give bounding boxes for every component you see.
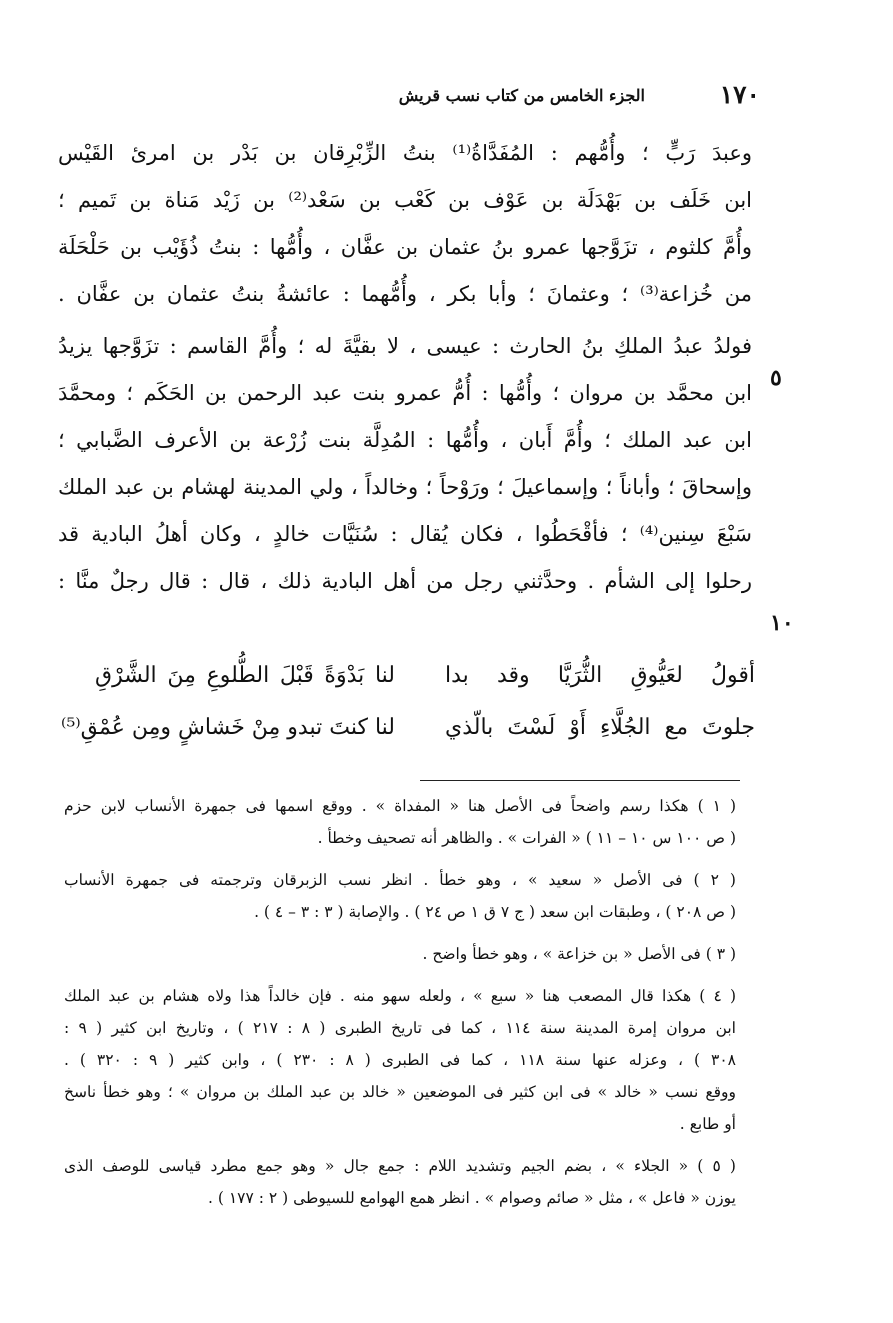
footnotes [64,790,736,1214]
footnote-line: ( ص ٢٠٨ ) ، وطبقات ابن سعد ( ج ٧ ق ١ ص ٢٤ ) . والإصابة ( ٣ : ٣ – ٤ ) . [254,903,736,921]
text-line: فولدُ عبدُ الملكِ بنُ الحارث : عيسى ، لا بقيَّةَ له ؛ وأُمَّ القاسم : تزَوَّجها يزيدُ [58,334,752,358]
poem [61,650,755,754]
footnote-line: أو طابع . [679,1115,736,1133]
verse-first-hemistich: أقولُ لعَيُّوقِ الثُّرَيَّا وقد بدا [445,663,755,688]
text-line: من خُزاعة⁽³⁾ ؛ وعثمانَ ؛ وأبا بكر ، وأُمُّهما : عائشةُ بنتُ عثمان بن عفَّان . [58,282,752,306]
text-line: وإسحاقَ ؛ وأباناً ؛ وإسماعيلَ ؛ ورَوْحاً ؛ وخالداً ، ولي المدينة لهشام بن عبد الملك [58,475,752,499]
footnote-line: ( ١ ) هكذا رسم واضحاً فى الأصل هنا « المفداة » . ووقع اسمها فى جمهرة الأنساب لابن حزم [64,797,736,815]
page-header [270,80,760,110]
footnote-separator [420,780,740,781]
text-line: وعبدَ رَبٍّ ؛ وأُمُّهم : المُفَدَّاةُ⁽¹⁾ بنتُ الزِّبْرِقان بن بَدْر بن امرئ القَيْس [58,141,752,165]
poem-verse [95,650,755,702]
footnote-line: ( ٢ ) فى الأصل « سعيد » ، وهو خطأ . انظر نسب الزبرقان وترجمته فى جمهرة الأنساب [64,871,736,889]
verse-first-hemistich: جلوتَ مع الجُلَّاءِ أَوْ لَسْتَ بالّذي [445,715,755,740]
text-line: ابن خَلَف بن بَهْدَلَة بن عَوْف بن كَعْب بن سَعْد⁽²⁾ بن زَيْد مَناة بن تَميم ؛ [58,188,752,212]
text-line: ابن عبد الملك ؛ وأُمَّ أَبان ، وأُمُّها : المُدِلَّة بنت زُرْعة بن الأعرف الضَّبابي ؛ [58,428,752,452]
footnote-line: ( ٥ ) « الجلاء » ، بضم الجيم وتشديد اللام : جمع جال « وهو جمع مطرد قياسى للوصف الذى [64,1157,736,1175]
text-line: سَبْعَ سِنين⁽⁴⁾ ؛ فأقْحَطُوا ، فكان يُقال : سُنَيَّات خالدٍ ، وكان أهلُ البادية قد [58,522,753,546]
text-line: ابن محمَّد بن مروان ؛ وأُمُّها : أُمُّ عمرو بنت عبد الرحمن بن الحَكَم ؛ ومحمَّدَ [58,381,752,405]
margin-line-number: ٥ [770,365,782,391]
margin-line-number: ١٠ [770,610,794,636]
footnote-line: يوزن « فاعل » ، مثل « صائم وصوام » . انظر همع الهوامع للسيوطى ( ٢ : ١٧٧ ) . [208,1189,736,1207]
footnote-line: ( ٤ ) هكذا قال المصعب هنا « سبع » ، ولعله سهو منه . فإن خالداً هذا ولاه هشام بن عبد الملك [64,987,736,1005]
text-line: رحلوا إلى الشأم . وحدَّثني رجل من أهل البادية ذلك ، قال : قال رجلٌ منَّا : [58,569,752,593]
footnote-line: ووقع نسب « خالد » فى ابن كثير فى الموضعين « خالد بن عبد الملك بن مروان » ؛ وهو خطأ ناسخ [64,1083,736,1101]
main-text [58,130,752,605]
text-line: وأُمَّ كلثوم ، تزَوَّجها عمرو بنُ عثمان بن عفَّان ، وأُمُّها : بنتُ ذُؤَيْب بن حَلْحَلَة [58,235,752,259]
footnote-line: ٣٠٨ ) ، وعزله عنها سنة ١١٨ ، كما فى الطبرى ( ٨ : ٢٣٠ ) ، وابن كثير ( ٩ : ٣٢٠ ) . [64,1051,736,1069]
running-title: الجزء الخامس من كتاب نسب قريش [398,86,645,105]
verse-second-hemistich: لنا بَدْوَةً قَبْلَ الطُّلوعِ مِنَ الشَّرْقِ [95,663,395,688]
footnote-line: ( ص ١٠٠ س ١٠ – ١١ ) « الفرات » . والظاهر أنه تصحيف وخطأ . [317,829,736,847]
poem-verse [61,702,755,754]
footnote-line: ( ٣ ) فى الأصل « بن خزاعة » ، وهو خطأ واضح . [422,945,736,963]
page-number: ١٧٠ [719,80,760,109]
verse-second-hemistich: لنا كنتَ تبدو مِنْ خَشاشٍ ومِن عُمْقِ⁽⁵⁾ [61,715,395,740]
footnote-line: ابن مروان إمرة المدينة سنة ١١٤ ، كما فى تاريخ الطبرى ( ٨ : ٢١٧ ) ، وتاريخ ابن كثير ( ٩ : [64,1019,736,1037]
